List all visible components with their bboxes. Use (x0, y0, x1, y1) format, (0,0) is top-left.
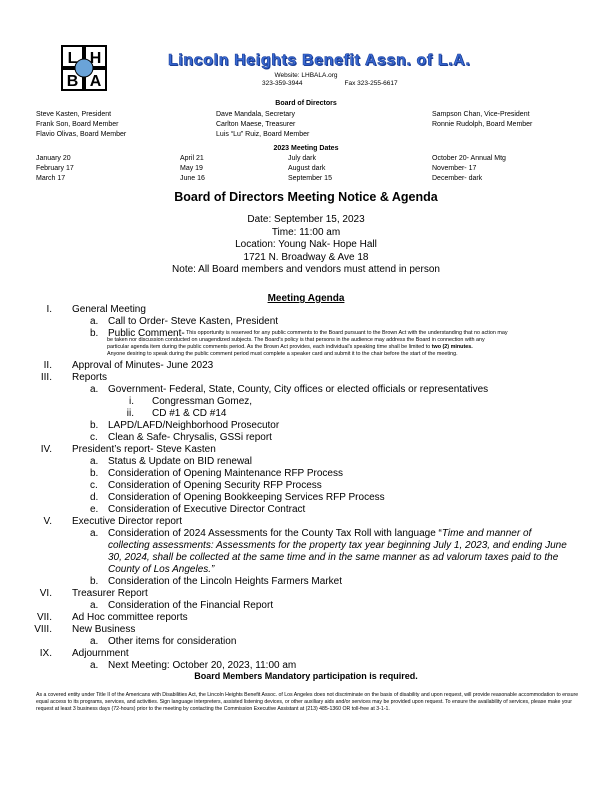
roman-numeral: I. (46, 304, 52, 315)
svg-text:B: B (66, 73, 79, 90)
roman-numeral: III. (40, 372, 52, 383)
sub-item: Status & Update on BID renewal (108, 456, 252, 467)
sub-letter: a. (90, 316, 99, 327)
board-member: Luis “Lu” Ruiz, Board Member (216, 131, 310, 138)
quoted-language: County of Los Angeles.” (108, 564, 215, 575)
board-member: Ronnie Rudolph, Board Member (432, 121, 533, 128)
meeting-date: July dark (288, 155, 317, 162)
agenda-item-label: New Business (72, 624, 136, 635)
quoted-language: collecting assessments: Assessments for the property tax year beginning July 1, 2023, and ending June (108, 540, 567, 551)
sub-item: Public Comment- (108, 328, 185, 339)
sub-letter: b. (90, 420, 99, 431)
fax: Fax 323-255-6617 (344, 80, 398, 87)
sub-letter: c. (90, 480, 98, 491)
sub-item: LAPD/LAFD/Neighborhood Prosecutor (108, 420, 280, 431)
sub-item: Next Meeting: October 20, 2023, 11:00 am (108, 660, 297, 671)
sub-item-text: Consideration of 2024 Assessments for the County Tax Roll with language “ (108, 528, 442, 539)
sub-letter: b. (90, 468, 99, 479)
org-name: Lincoln Heights Benefit Assn. of L.A. (168, 52, 471, 69)
board-member: Dave Mandala, Secretary (216, 111, 295, 118)
lhba-logo (60, 44, 108, 92)
sub-item: Clean & Safe- Chrysalis, GSSi report (108, 432, 272, 443)
phone: 323-359-3944 (262, 80, 303, 87)
meeting-dates-heading: 2023 Meeting Dates (273, 145, 339, 152)
sub-letter: a. (90, 600, 99, 611)
ada-footer: As a covered entity under Title II of the Americans with Disabilities Act, the Lincoln Heights Benefit Assoc. of Los Angeles does not discriminate on the basis of disability and upon request, will provide reasonable accommodation to ensure equal access to its programs, services, and activities. Sign language interpreters, assisted listening devices, or other auxiliary aids and/or services may be provided upon request. To ensure the availability of services, please make your request at least 3 business days (72-hours) prior to the meeting by contacting the Commission Executive Assistant at (213) 485-1360 OR toll-free at 3-1-1. (36, 692, 579, 712)
board-member: Flavio Olivas, Board Member (36, 131, 127, 138)
mandatory-notice: Board Members Mandatory participation is required. (194, 671, 418, 681)
note-bold-text: two (2) minutes. (431, 344, 473, 350)
sub-item: Consideration of Executive Director Contract (108, 504, 306, 515)
roman-numeral: II. (43, 360, 52, 371)
agenda-item-label: President’s report- Steve Kasten (72, 444, 216, 455)
sub-letter: b. (90, 576, 99, 587)
sub-letter: b. (90, 328, 99, 339)
quoted-language: Time and manner of (441, 528, 532, 539)
sub-letter: c. (90, 432, 98, 443)
sub-item: Consideration of Opening Maintenance RFP Process (108, 468, 343, 479)
sub-item: Consideration of the Lincoln Heights Farmers Market (108, 576, 342, 587)
sub-item: Other items for consideration (108, 636, 237, 647)
svg-text:H: H (89, 50, 102, 67)
agenda-item-label: Reports (72, 372, 108, 383)
meeting-date: March 17 (36, 175, 66, 182)
meeting-date: November- 17 (432, 165, 477, 172)
sub-letter: e. (90, 504, 99, 515)
dates-col-2 (180, 154, 205, 184)
roman-numeral: VIII. (34, 624, 52, 635)
attendance-note: Note: All Board members and vendors must attend in person (172, 264, 440, 275)
sub-item: Consideration of Opening Security RFP Process (108, 480, 322, 491)
dates-col-1 (36, 154, 74, 184)
meeting-time-line: Time: 11:00 am (271, 226, 341, 238)
sub-letter: d. (90, 492, 99, 503)
meeting-date: February 17 (36, 165, 74, 172)
meeting-date: May 19 (180, 165, 203, 172)
meeting-date: December- dark (432, 175, 483, 182)
sub-letter: a. (90, 636, 99, 647)
agenda-item-label: General Meeting (72, 304, 146, 315)
sub-item: Consideration of Opening Bookkeeping Services RFP Process (108, 492, 385, 503)
meeting-date: October 20- Annual Mtg (432, 155, 506, 162)
meeting-date: April 21 (180, 155, 204, 162)
agenda-item-label: Approval of Minutes- June 2023 (72, 360, 214, 371)
sub-roman: i. (129, 396, 134, 407)
agenda-item-label: Ad Hoc committee reports (72, 612, 188, 623)
dates-col-4 (432, 154, 506, 184)
board-col-2 (216, 110, 309, 140)
roman-numeral: IV. (40, 444, 52, 455)
public-comment-note-line: Anyone desiring to speak during the public comment period must complete a speaker card and submit it to the chair before the start of the meeting. (107, 351, 458, 357)
board-member: Sampson Chan, Vice-President (432, 111, 530, 118)
agenda-item-label: Executive Director report (72, 516, 183, 527)
sub-letter: a. (90, 528, 99, 539)
agenda-heading: Meeting Agenda (267, 293, 345, 304)
quoted-language: 30, 2024, shall be collected at the same time and in the same manner as ad valorum taxes paid to the (108, 552, 559, 563)
svg-text:A: A (89, 73, 102, 90)
meeting-date: September 15 (288, 175, 332, 182)
board-col-3 (432, 110, 532, 130)
sub-sub-item: Congressman Gomez, (152, 396, 253, 407)
meeting-location-line: Location: Young Nak- Hope Hall (235, 239, 377, 250)
sub-letter: a. (90, 660, 99, 671)
note-text: particular agenda item during the public comments period. As the Brown Act provides, each individual’s speaking time shall be limited to (107, 344, 431, 350)
sub-sub-item: CD #1 & CD #14 (152, 408, 227, 419)
public-comment-note-line: This opportunity is reserved for any public comments to the Board pursuant to the Brown Act with the understanding that no action may (186, 330, 508, 336)
document-title: Board of Directors Meeting Notice & Agenda (174, 190, 438, 204)
roman-numeral: VI. (39, 588, 52, 599)
meeting-date: August dark (288, 165, 326, 172)
sub-roman: ii. (126, 408, 134, 419)
website: Website: LHBALA.org (274, 72, 338, 79)
roman-numeral: IX. (39, 648, 52, 659)
dates-col-3 (288, 154, 332, 184)
sub-item: Government- Federal, State, County, City offices or elected officials or representatives (108, 384, 489, 395)
sub-item (108, 528, 531, 540)
meeting-info (0, 214, 612, 277)
roman-numeral: VII. (36, 612, 52, 623)
board-heading: Board of Directors (275, 100, 337, 107)
agenda-item-label: Treasurer Report (72, 588, 148, 599)
public-comment-note-line (107, 344, 587, 351)
contact-line (262, 80, 398, 87)
public-comment-note-line: be taken nor discussion conducted on unagendized subjects. The Board’s policy is that persons in the audience may address the Board in connection with any (107, 337, 485, 343)
meeting-address-line: 1721 N. Broadway & Ave 18 (243, 251, 369, 263)
meeting-date-line: Date: September 15, 2023 (247, 214, 365, 225)
board-member: Steve Kasten, President (36, 111, 112, 118)
agenda-item-label: Adjournment (72, 648, 129, 659)
sub-letter: a. (90, 456, 99, 467)
meeting-date: June 16 (180, 175, 205, 182)
board-member: Frank Son, Board Member (36, 121, 119, 128)
meeting-date: January 20 (36, 155, 71, 162)
board-member: Carlton Maese, Treasurer (216, 121, 296, 128)
sub-letter: a. (90, 384, 99, 395)
sub-item: Consideration of the Financial Report (108, 600, 274, 611)
roman-numeral: V. (43, 516, 52, 527)
svg-text:L: L (67, 50, 78, 67)
sub-item: Call to Order- Steve Kasten, President (108, 316, 279, 327)
board-col-1 (36, 110, 126, 140)
